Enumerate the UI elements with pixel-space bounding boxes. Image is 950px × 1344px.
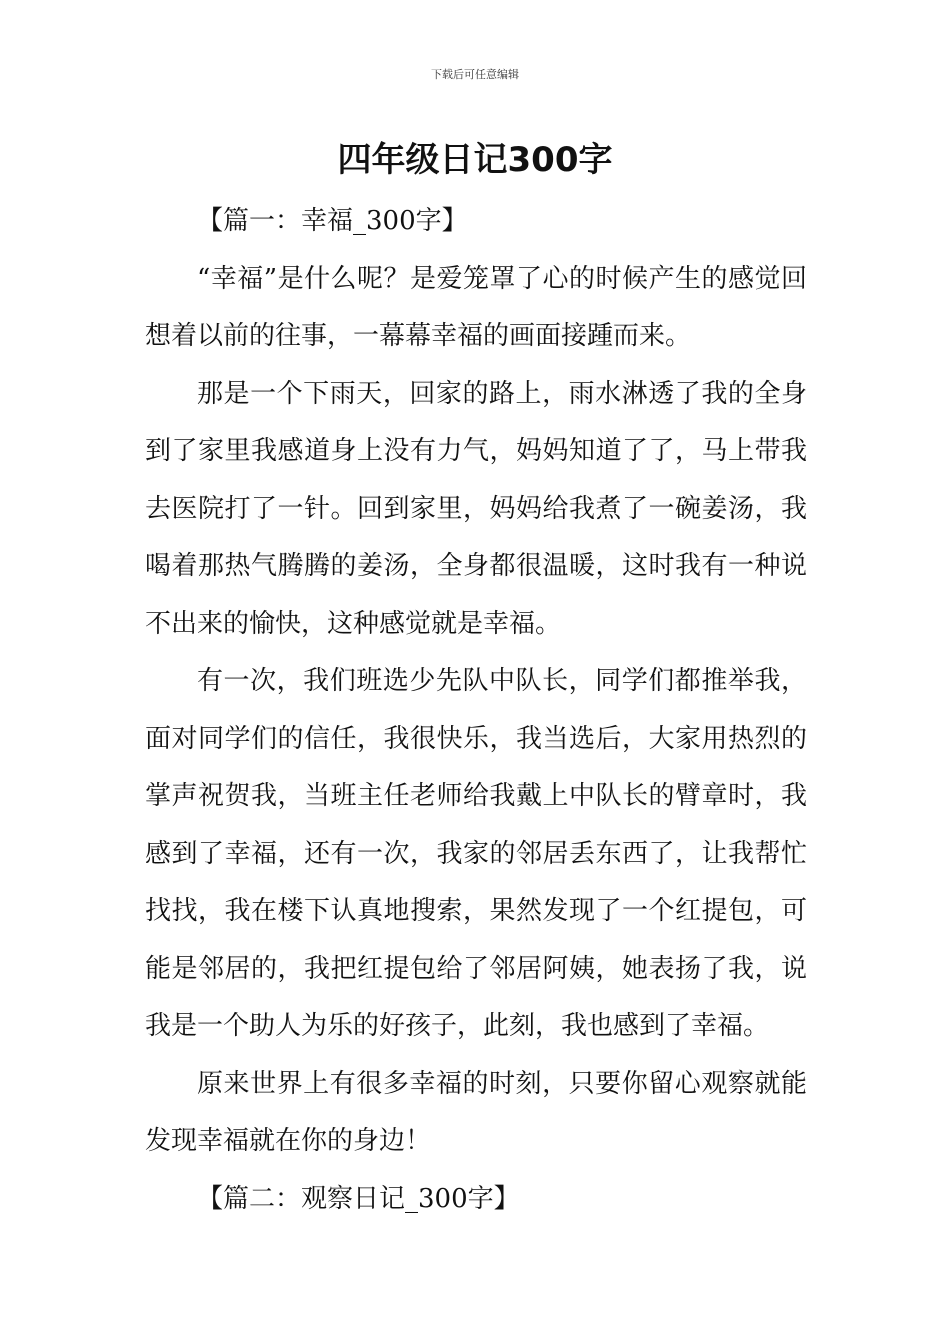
section-heading-2: 【篇二：观察日记_300字】 (197, 1183, 520, 1214)
document-body (145, 193, 807, 1228)
section-heading-1: 【篇一：幸福_300字】 (197, 206, 468, 236)
paragraph-3: 有一次，我们班选少先队中队长，同学们都推举我，面对同学们的信任，我很快乐，我当选后，大家用热烈的掌声祝贺我，当班主任老师给我戴上中队长的臂章时，我感到了幸福，还有一次，我家的邻居丢东西了，让我帮忙找找，我在楼下认真地搜索，果然发现了一个红提包，可能是邻居的，我把红提包给了邻居阿姨，她表扬了我，说我是一个助人为乐的好孩子，此刻，我也感到了幸福。 (145, 666, 807, 1041)
document-title: 四年级日记300字 (337, 140, 613, 180)
header-note: 下载后可任意编辑 (431, 68, 519, 81)
paragraph-1: “幸福”是什么呢？是爱笼罩了心的时候产生的感觉回想着以前的往事，一幕幕幸福的画面接踵而来。 (145, 263, 807, 351)
paragraph-2: 那是一个下雨天，回家的路上，雨水淋透了我的全身到了家里我感道身上没有力气，妈妈知道了了，马上带我去医院打了一针。回到家里，妈妈给我煮了一碗姜汤，我喝着那热气腾腾的姜汤，全身都很温暖，这时我有一种说不出来的愉快，这种感觉就是幸福。 (145, 378, 807, 639)
paragraph-4: 原来世界上有很多幸福的时刻，只要你留心观察就能发现幸福就在你的身边！ (145, 1068, 807, 1156)
